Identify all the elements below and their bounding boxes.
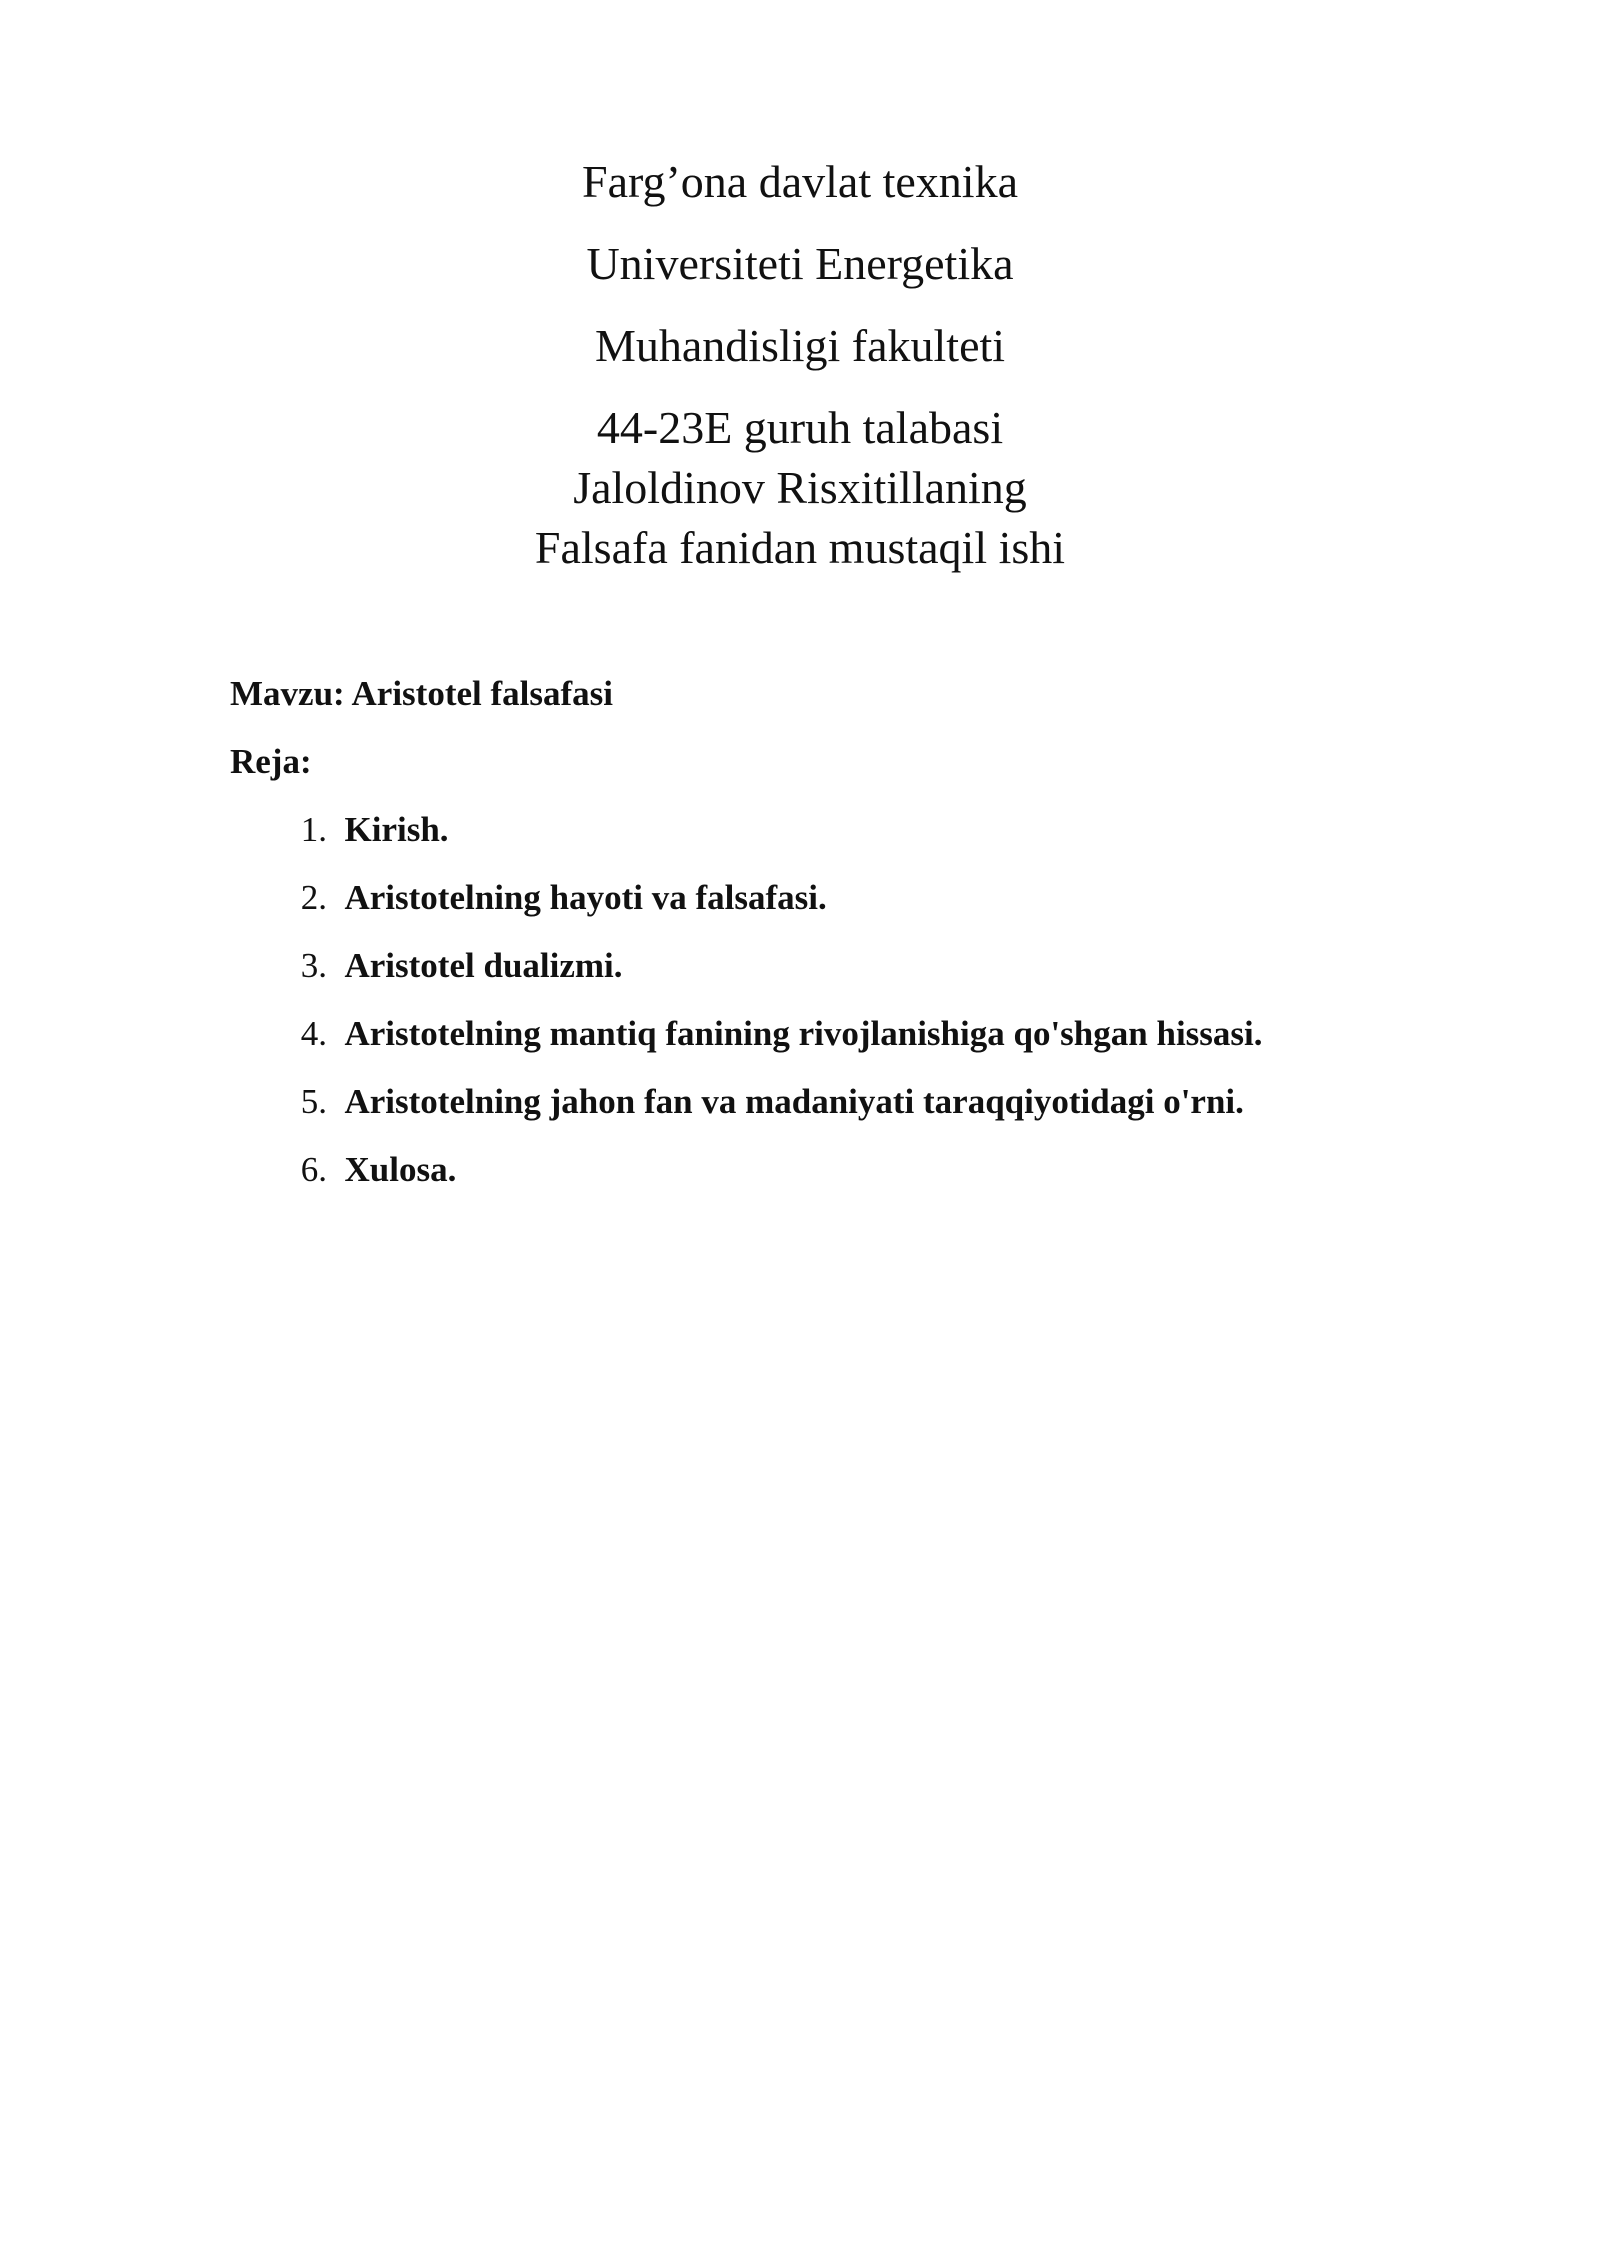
plan-item <box>230 1078 1263 1146</box>
plan-item <box>230 1146 1263 1214</box>
plan-list <box>230 806 1263 1214</box>
topic-heading: Mavzu: Aristotel falsafasi <box>230 674 613 713</box>
plan-item <box>230 874 1263 942</box>
plan-item-text: Aristotel dualizmi. <box>344 946 623 985</box>
plan-item <box>230 806 1263 874</box>
header-line-6: Falsafa fanidan mustaqil ishi <box>534 522 1066 573</box>
plan-item-text: Xulosa. <box>344 1150 457 1189</box>
plan-item-number: 6. <box>300 1150 327 1189</box>
plan-item-number: 2. <box>300 878 327 917</box>
plan-item-text: Aristotelning jahon fan va madaniyati taraqqiyotidagi o'rni. <box>344 1082 1244 1121</box>
plan-item-number: 5. <box>300 1082 327 1121</box>
plan-item-text: Kirish. <box>344 810 449 849</box>
plan-label: Reja: <box>230 742 312 781</box>
plan-item <box>230 942 1263 1010</box>
plan-item-number: 1. <box>300 810 327 849</box>
plan-item-text: Aristotelning hayoti va falsafasi. <box>344 878 827 917</box>
plan-item <box>230 1010 1263 1078</box>
plan-item-text: Aristotelning mantiq fanining rivojlanishiga qo'shgan hissasi. <box>344 1014 1263 1053</box>
header-line-1: Farg’ona davlat texnika <box>581 156 1018 207</box>
header-line-4: 44-23E guruh talabasi <box>596 402 1004 453</box>
header-line-3: Muhandisligi fakulteti <box>594 320 1006 371</box>
plan-item-number: 3. <box>300 946 327 985</box>
header-line-2: Universiteti Energetika <box>586 238 1014 289</box>
header-line-5: Jaloldinov Risxitillaning <box>573 462 1027 513</box>
plan-item-number: 4. <box>300 1014 327 1053</box>
